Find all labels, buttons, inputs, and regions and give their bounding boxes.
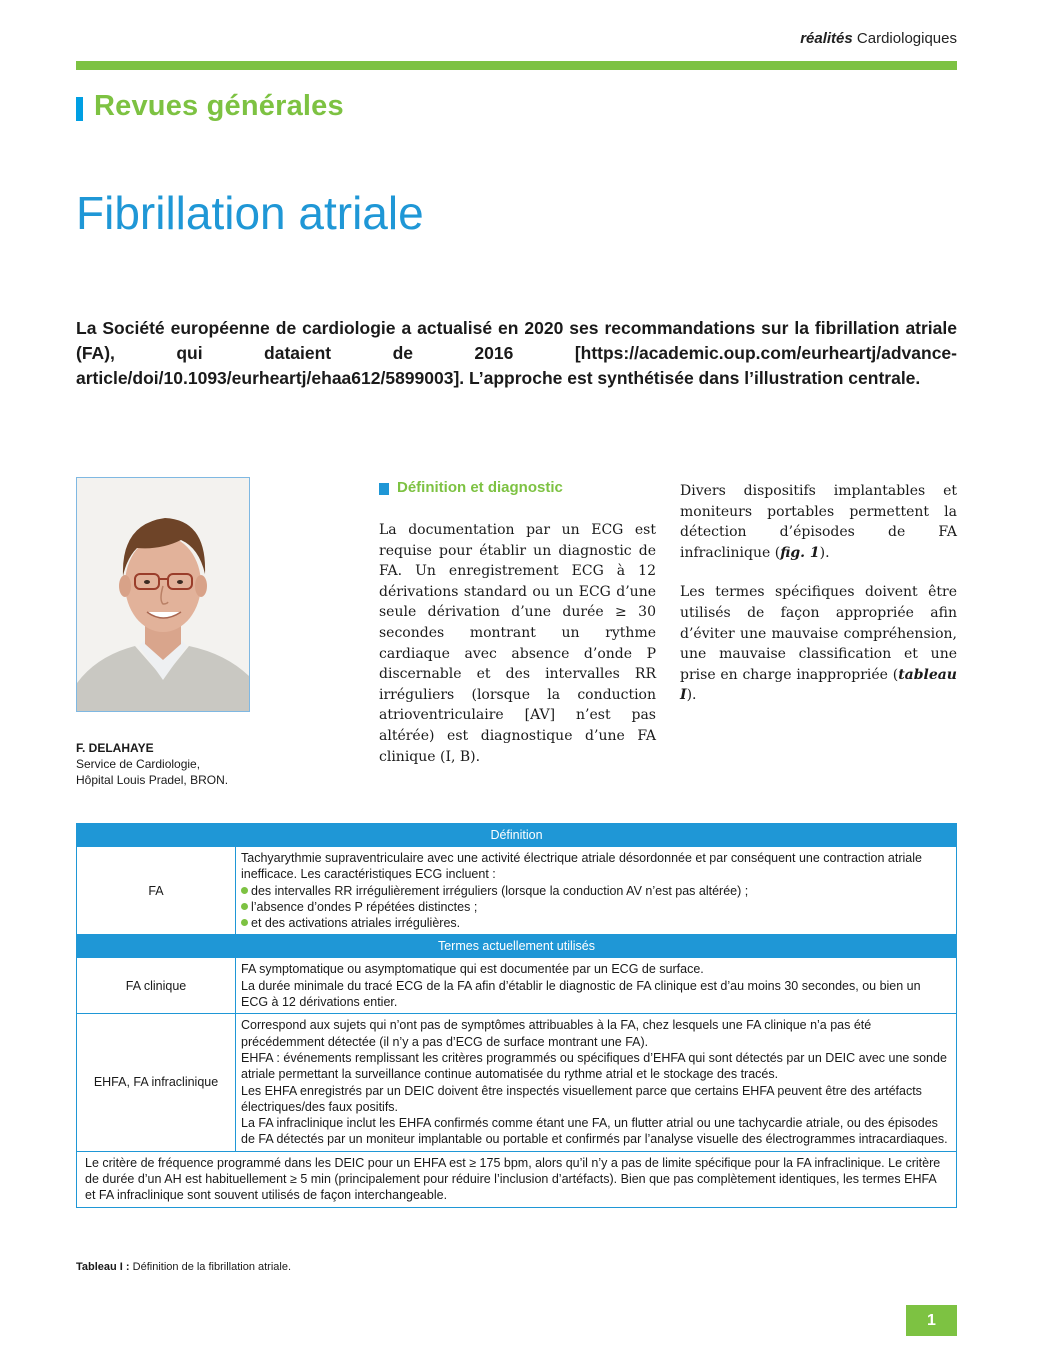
author-affiliation-1: Service de Cardiologie, (76, 757, 201, 771)
table-row (77, 847, 957, 935)
subsection-title: Définition et diagnostic (397, 479, 563, 496)
table-row (77, 958, 957, 1014)
table-reference: tableau I (680, 666, 957, 704)
definition-ehfa: Correspond aux sujets qui n’ont pas de symptômes attribuables à la FA, chez lesquels une FA clinique n’a pas été précédemment détectée (il n’y a pas d’ECG de surface montrant une FA). EHFA : événements remplissant les critères programmés ou spécifiques d’EHFA qui sont détectés par un DEIC avec une sonde atriale permettant la surveillance continue automatisée du rythme atrial et le stockage des tracés. Les EHFA enregistrés par un DEIC doivent être inspectés visuellement parce que certains EHFA peuvent être des artéfacts électriques/des faux positifs. La FA infraclinique inclut les EHFA confirmés comme étant une FA, un flutter atrial ou une tachycardie atriale, ou des épisodes de FA détectés par un moniteur implantable ou portable et confirmés par l’analyse visuelle des électrogrammes intracardiaques. (236, 1014, 957, 1151)
table-header-terms: Termes actuellement utilisés (77, 935, 957, 958)
table-caption (76, 1261, 291, 1273)
table-row (77, 1014, 957, 1151)
definition-fa-clinique: FA symptomatique ou asymptomatique qui est documentée par un ECG de surface. La durée minimale du tracé ECG de la FA afin d’établir le diagnostic de FA clinique est d’au moins 30 secondes, ou bien un ECG à 12 dérivations entier. (236, 958, 957, 1014)
term-ehfa: EHFA, FA infraclinique (77, 1014, 236, 1151)
section-title: Revues générales (94, 90, 344, 122)
subtitle-marker (379, 483, 389, 495)
author-info (76, 740, 228, 788)
body-paragraph-2: Les termes spécifiques doivent être utilisés de façon appropriée afin d’éviter une mauvaise compréhension, une mauvaise classification et une prise en charge inappropriée (tableau I). (680, 584, 957, 704)
header-rule (76, 61, 957, 70)
table-footnote-row (77, 1151, 957, 1207)
bullet-icon (241, 903, 248, 910)
journal-title: Cardiologiques (856, 30, 957, 47)
bullet-icon (241, 919, 248, 926)
list-item: des intervalles RR irrégulièrement irréguliers (lorsque la conduction AV n’est pas altérée) ; (241, 883, 951, 899)
body-column-1: La documentation par un ECG est requise pour établir un diagnostic de FA. Un enregistrement ECG à 12 dérivations standard ou un ECG d’une seule dérivation d’une durée ≥ 30 secondes montrant un rythme cardiaque avec absence d’onde P discernable et des intervalles RR irréguliers (lorsque la conduction atrioventriculaire [AV] n’est pas altérée) est diagnostique d’une FA clinique (I, B). (379, 522, 656, 765)
author-name: F. DELAHAYE (76, 741, 154, 755)
article-title: Fibrillation atriale (76, 187, 424, 239)
body-column-2 (680, 481, 957, 725)
journal-name (800, 30, 957, 47)
caption-label: Tableau I : (76, 1261, 130, 1273)
definition-fa: Tachyarythmie supraventriculaire avec une activité électrique atriale désordonnée et par conséquent une contraction atriale inefficace. Les caractéristiques ECG incluent : des intervalles RR irrégulièrement irréguliers (lorsque la conduction AV n’est pas altérée) ; l’absence d’ondes P répétées distinctes ; et des activations atriales irrégulières. (236, 847, 957, 935)
author-affiliation-2: Hôpital Louis Pradel, BRON. (76, 773, 229, 787)
term-fa-clinique: FA clinique (77, 958, 236, 1014)
section-marker (76, 97, 83, 121)
table-header-row (77, 935, 957, 958)
table-footnote: Le critère de fréquence programmé dans les DEIC pour un EHFA est ≥ 175 bpm, alors qu’il n’y a pas de limite spécifique pour la FA infraclinique. Le critère de durée d’un AH est habituellement ≥ 5 min (principalement pour réduire l’inclusion d’artéfacts). Bien que pas complètement identiques, les termes EHFA et FA infraclinique sont souvent utilisés de façon interchangeable. (77, 1151, 957, 1207)
figure-reference: fig. 1 (780, 544, 820, 561)
term-fa: FA (77, 847, 236, 935)
list-item: et des activations atriales irrégulières. (241, 915, 951, 931)
author-photo (76, 477, 250, 712)
list-item: l’absence d’ondes P répétées distinctes ; (241, 899, 951, 915)
caption-text: Définition de la fibrillation atriale. (132, 1261, 292, 1273)
article-intro: La Société européenne de cardiologie a actualisé en 2020 ses recommandations sur la fibrillation atriale (FA), qui dataient de 2016 [https://academic.oup.com/eurheartj/advance-article/doi/10.1093/eurheartj/ehaa612/5899003]. L’approche est synthétisée dans l’illustration centrale. (76, 318, 957, 388)
body-paragraph-1: Divers dispositifs implantables et moniteurs portables permettent la détection d’épisodes de FA infraclinique (fig. 1). (680, 483, 957, 561)
table-header-row (77, 824, 957, 847)
bullet-icon (241, 887, 248, 894)
author-portrait-illustration (77, 478, 250, 712)
page-number: 1 (906, 1305, 957, 1336)
journal-brand: réalités (800, 30, 853, 47)
table-header-definition: Définition (77, 824, 957, 847)
definition-table (76, 823, 957, 1208)
